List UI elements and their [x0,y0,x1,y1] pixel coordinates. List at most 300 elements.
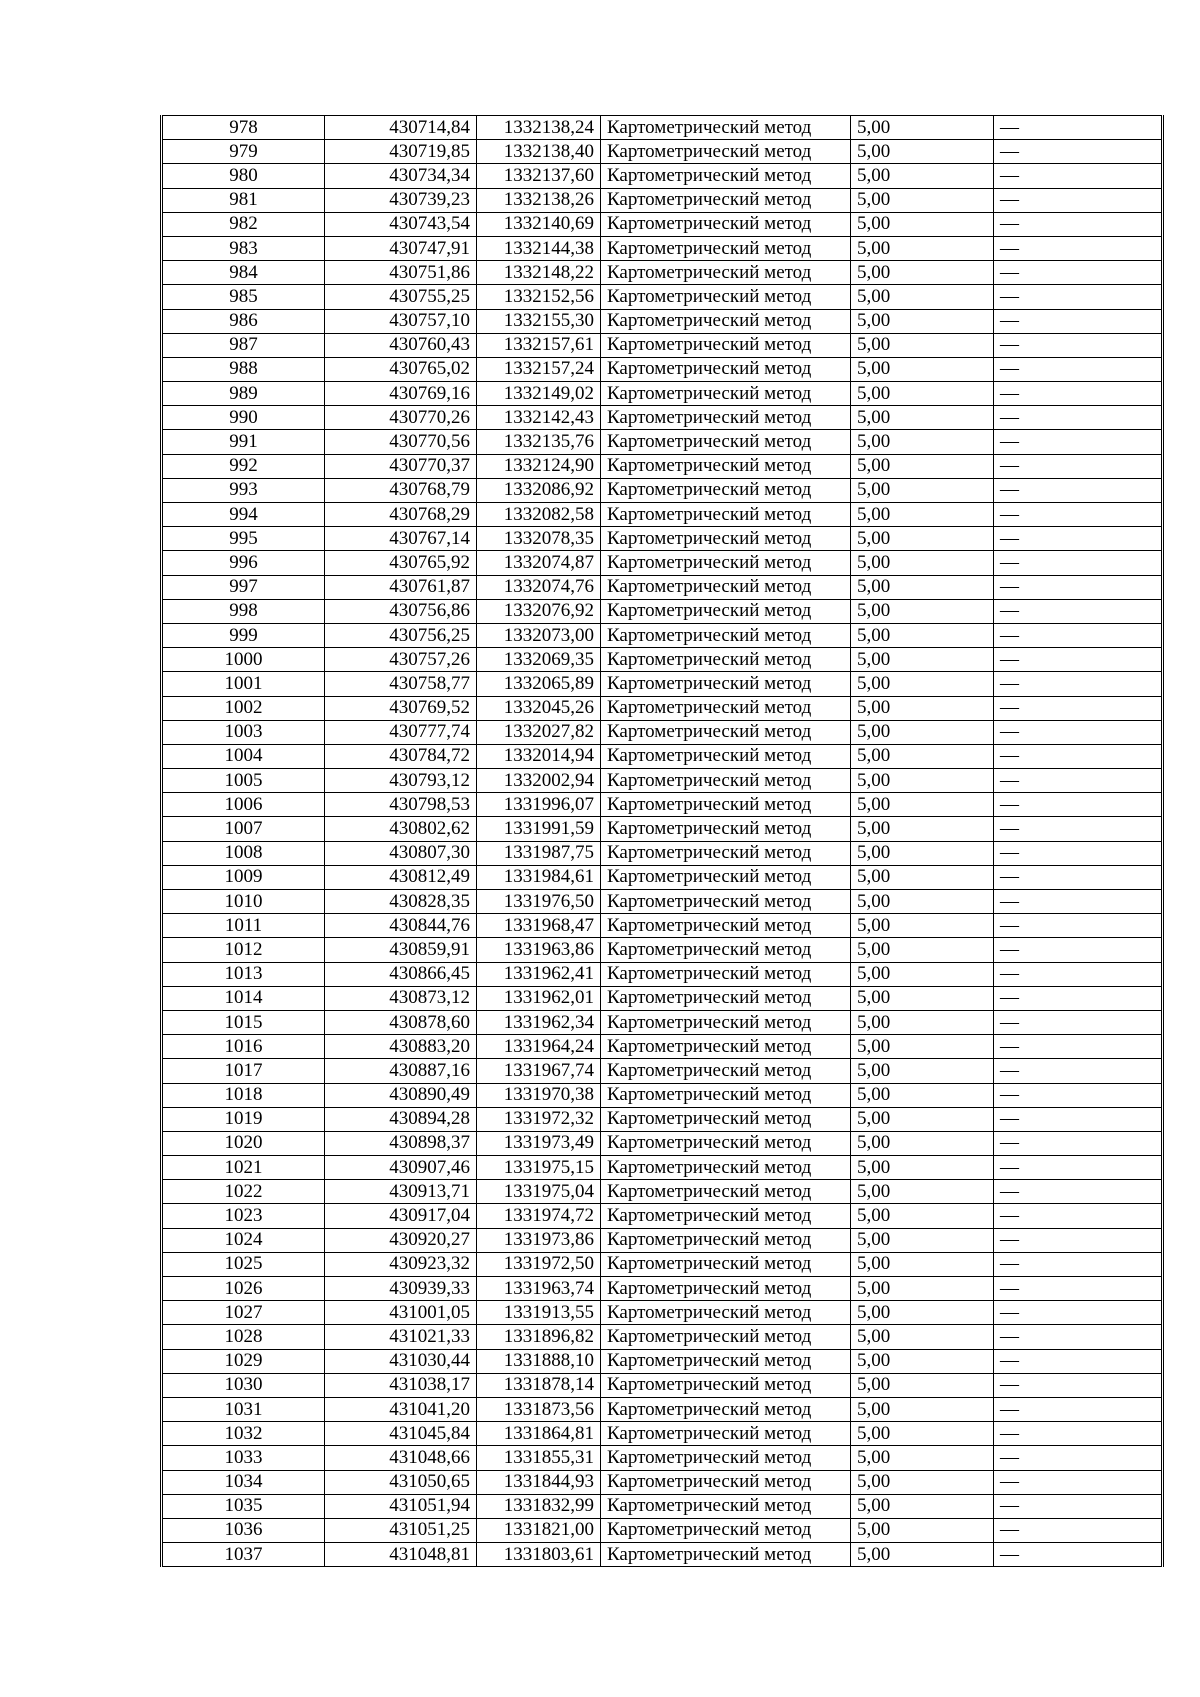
accuracy-cell: 5,00 [851,454,994,478]
table-row [162,1010,1163,1034]
y-coordinate-cell: 1331968,47 [477,914,601,938]
point-number-cell: 1034 [162,1470,325,1494]
table-row [162,1397,1163,1421]
y-coordinate-cell: 1332157,24 [477,357,601,381]
accuracy-cell: 5,00 [851,938,994,962]
table-row [162,406,1163,430]
table-row [162,1180,1163,1204]
x-coordinate-cell: 431045,84 [325,1422,477,1446]
method-cell: Картометрический метод [601,720,851,744]
point-number-cell: 1017 [162,1059,325,1083]
table-row [162,164,1163,188]
x-coordinate-cell: 430734,34 [325,164,477,188]
method-cell: Картометрический метод [601,1325,851,1349]
y-coordinate-cell: 1331972,50 [477,1252,601,1276]
table-row [162,938,1163,962]
x-coordinate-cell: 430920,27 [325,1228,477,1252]
description-cell: — [994,430,1163,454]
accuracy-cell: 5,00 [851,1156,994,1180]
description-cell: — [994,1010,1163,1034]
x-coordinate-cell: 430807,30 [325,841,477,865]
point-number-cell: 1036 [162,1518,325,1542]
point-number-cell: 996 [162,551,325,575]
method-cell: Картометрический метод [601,309,851,333]
y-coordinate-cell: 1331973,86 [477,1228,601,1252]
method-cell: Картометрический метод [601,1301,851,1325]
description-cell: — [994,1446,1163,1470]
table-row [162,865,1163,889]
y-coordinate-cell: 1332045,26 [477,696,601,720]
accuracy-cell: 5,00 [851,914,994,938]
description-cell: — [994,696,1163,720]
description-cell: — [994,357,1163,381]
table-row [162,1373,1163,1397]
y-coordinate-cell: 1332152,56 [477,285,601,309]
description-cell: — [994,841,1163,865]
description-cell: — [994,1543,1163,1567]
accuracy-cell: 5,00 [851,648,994,672]
table-row [162,333,1163,357]
description-cell: — [994,1277,1163,1301]
method-cell: Картометрический метод [601,962,851,986]
y-coordinate-cell: 1332027,82 [477,720,601,744]
accuracy-cell: 5,00 [851,503,994,527]
table-row [162,357,1163,381]
table-row [162,575,1163,599]
coordinates-table [160,115,1164,1567]
y-coordinate-cell: 1331821,00 [477,1518,601,1542]
y-coordinate-cell: 1332074,87 [477,551,601,575]
x-coordinate-cell: 430756,86 [325,599,477,623]
table-row [162,1228,1163,1252]
accuracy-cell: 5,00 [851,623,994,647]
table-row [162,986,1163,1010]
description-cell: — [994,478,1163,502]
accuracy-cell: 5,00 [851,551,994,575]
table-row [162,285,1163,309]
y-coordinate-cell: 1331873,56 [477,1397,601,1421]
table-row [162,261,1163,285]
point-number-cell: 1033 [162,1446,325,1470]
table-row [162,1204,1163,1228]
accuracy-cell: 5,00 [851,986,994,1010]
method-cell: Картометрический метод [601,116,851,140]
accuracy-cell: 5,00 [851,1107,994,1131]
y-coordinate-cell: 1332073,00 [477,623,601,647]
accuracy-cell: 5,00 [851,575,994,599]
table-row [162,1422,1163,1446]
accuracy-cell: 5,00 [851,1543,994,1567]
point-number-cell: 1001 [162,672,325,696]
method-cell: Картометрический метод [601,1277,851,1301]
y-coordinate-cell: 1331964,24 [477,1035,601,1059]
y-coordinate-cell: 1332137,60 [477,164,601,188]
method-cell: Картометрический метод [601,140,851,164]
description-cell: — [994,1325,1163,1349]
table-row [162,430,1163,454]
point-number-cell: 991 [162,430,325,454]
table-row [162,1349,1163,1373]
description-cell: — [994,212,1163,236]
description-cell: — [994,1107,1163,1131]
table-row [162,1156,1163,1180]
point-number-cell: 1016 [162,1035,325,1059]
point-number-cell: 980 [162,164,325,188]
table-row [162,1059,1163,1083]
point-number-cell: 1026 [162,1277,325,1301]
point-number-cell: 1020 [162,1131,325,1155]
point-number-cell: 983 [162,236,325,260]
y-coordinate-cell: 1331962,34 [477,1010,601,1034]
accuracy-cell: 5,00 [851,1397,994,1421]
point-number-cell: 1009 [162,865,325,889]
point-number-cell: 979 [162,140,325,164]
table-row [162,744,1163,768]
x-coordinate-cell: 430765,92 [325,551,477,575]
description-cell: — [994,188,1163,212]
table-row [162,672,1163,696]
table-row [162,454,1163,478]
accuracy-cell: 5,00 [851,817,994,841]
point-number-cell: 995 [162,527,325,551]
table-row [162,478,1163,502]
accuracy-cell: 5,00 [851,672,994,696]
x-coordinate-cell: 430907,46 [325,1156,477,1180]
x-coordinate-cell: 430768,29 [325,503,477,527]
accuracy-cell: 5,00 [851,212,994,236]
accuracy-cell: 5,00 [851,1083,994,1107]
y-coordinate-cell: 1331913,55 [477,1301,601,1325]
accuracy-cell: 5,00 [851,527,994,551]
y-coordinate-cell: 1331963,74 [477,1277,601,1301]
method-cell: Картометрический метод [601,1010,851,1034]
point-number-cell: 1003 [162,720,325,744]
accuracy-cell: 5,00 [851,865,994,889]
x-coordinate-cell: 431050,65 [325,1470,477,1494]
description-cell: — [994,116,1163,140]
y-coordinate-cell: 1332135,76 [477,430,601,454]
x-coordinate-cell: 430768,79 [325,478,477,502]
accuracy-cell: 5,00 [851,1131,994,1155]
table-row [162,236,1163,260]
y-coordinate-cell: 1331962,41 [477,962,601,986]
table-row [162,212,1163,236]
point-number-cell: 993 [162,478,325,502]
description-cell: — [994,599,1163,623]
table-row [162,140,1163,164]
x-coordinate-cell: 430844,76 [325,914,477,938]
y-coordinate-cell: 1332086,92 [477,478,601,502]
point-number-cell: 984 [162,261,325,285]
y-coordinate-cell: 1332155,30 [477,309,601,333]
x-coordinate-cell: 430798,53 [325,793,477,817]
y-coordinate-cell: 1332065,89 [477,672,601,696]
accuracy-cell: 5,00 [851,1373,994,1397]
table-row [162,769,1163,793]
x-coordinate-cell: 430739,23 [325,188,477,212]
y-coordinate-cell: 1332076,92 [477,599,601,623]
table-row [162,1083,1163,1107]
table-row [162,188,1163,212]
description-cell: — [994,962,1163,986]
x-coordinate-cell: 431001,05 [325,1301,477,1325]
x-coordinate-cell: 430770,56 [325,430,477,454]
point-number-cell: 1023 [162,1204,325,1228]
description-cell: — [994,1131,1163,1155]
method-cell: Картометрический метод [601,769,851,793]
accuracy-cell: 5,00 [851,1422,994,1446]
x-coordinate-cell: 430769,52 [325,696,477,720]
y-coordinate-cell: 1331991,59 [477,817,601,841]
x-coordinate-cell: 430755,25 [325,285,477,309]
point-number-cell: 999 [162,623,325,647]
table-row [162,1494,1163,1518]
y-coordinate-cell: 1331975,04 [477,1180,601,1204]
description-cell: — [994,1252,1163,1276]
method-cell: Картометрический метод [601,1035,851,1059]
table-row [162,551,1163,575]
point-number-cell: 1028 [162,1325,325,1349]
description-cell: — [994,1373,1163,1397]
accuracy-cell: 5,00 [851,261,994,285]
x-coordinate-cell: 430757,10 [325,309,477,333]
y-coordinate-cell: 1332138,26 [477,188,601,212]
description-cell: — [994,261,1163,285]
x-coordinate-cell: 430769,16 [325,382,477,406]
table-row [162,599,1163,623]
table-row [162,817,1163,841]
y-coordinate-cell: 1332149,02 [477,382,601,406]
accuracy-cell: 5,00 [851,382,994,406]
method-cell: Картометрический метод [601,1107,851,1131]
accuracy-cell: 5,00 [851,1494,994,1518]
table-row [162,623,1163,647]
accuracy-cell: 5,00 [851,1277,994,1301]
accuracy-cell: 5,00 [851,164,994,188]
table-row [162,648,1163,672]
x-coordinate-cell: 430756,25 [325,623,477,647]
point-number-cell: 1025 [162,1252,325,1276]
table-row [162,1277,1163,1301]
x-coordinate-cell: 430747,91 [325,236,477,260]
description-cell: — [994,1059,1163,1083]
y-coordinate-cell: 1331844,93 [477,1470,601,1494]
method-cell: Картометрический метод [601,430,851,454]
accuracy-cell: 5,00 [851,188,994,212]
point-number-cell: 1015 [162,1010,325,1034]
method-cell: Картометрический метод [601,1204,851,1228]
y-coordinate-cell: 1332078,35 [477,527,601,551]
method-cell: Картометрический метод [601,527,851,551]
point-number-cell: 987 [162,333,325,357]
point-number-cell: 1018 [162,1083,325,1107]
method-cell: Картометрический метод [601,1446,851,1470]
method-cell: Картометрический метод [601,914,851,938]
table-row [162,1446,1163,1470]
x-coordinate-cell: 430859,91 [325,938,477,962]
description-cell: — [994,817,1163,841]
method-cell: Картометрический метод [601,1543,851,1567]
accuracy-cell: 5,00 [851,793,994,817]
description-cell: — [994,503,1163,527]
method-cell: Картометрический метод [601,503,851,527]
point-number-cell: 1011 [162,914,325,938]
x-coordinate-cell: 430866,45 [325,962,477,986]
description-cell: — [994,285,1163,309]
x-coordinate-cell: 430917,04 [325,1204,477,1228]
point-number-cell: 1013 [162,962,325,986]
y-coordinate-cell: 1332002,94 [477,769,601,793]
method-cell: Картометрический метод [601,261,851,285]
method-cell: Картометрический метод [601,1397,851,1421]
point-number-cell: 1022 [162,1180,325,1204]
accuracy-cell: 5,00 [851,1518,994,1542]
accuracy-cell: 5,00 [851,1301,994,1325]
method-cell: Картометрический метод [601,793,851,817]
accuracy-cell: 5,00 [851,140,994,164]
description-cell: — [994,454,1163,478]
accuracy-cell: 5,00 [851,599,994,623]
y-coordinate-cell: 1332138,24 [477,116,601,140]
y-coordinate-cell: 1332124,90 [477,454,601,478]
description-cell: — [994,938,1163,962]
y-coordinate-cell: 1332138,40 [477,140,601,164]
method-cell: Картометрический метод [601,986,851,1010]
accuracy-cell: 5,00 [851,1228,994,1252]
table-row [162,793,1163,817]
description-cell: — [994,890,1163,914]
x-coordinate-cell: 431030,44 [325,1349,477,1373]
x-coordinate-cell: 431048,66 [325,1446,477,1470]
method-cell: Картометрический метод [601,551,851,575]
accuracy-cell: 5,00 [851,285,994,309]
x-coordinate-cell: 431051,94 [325,1494,477,1518]
method-cell: Картометрический метод [601,1518,851,1542]
accuracy-cell: 5,00 [851,720,994,744]
x-coordinate-cell: 430758,77 [325,672,477,696]
description-cell: — [994,1228,1163,1252]
method-cell: Картометрический метод [601,890,851,914]
description-cell: — [994,382,1163,406]
point-number-cell: 1030 [162,1373,325,1397]
accuracy-cell: 5,00 [851,236,994,260]
y-coordinate-cell: 1332074,76 [477,575,601,599]
point-number-cell: 1005 [162,769,325,793]
description-cell: — [994,1470,1163,1494]
x-coordinate-cell: 430751,86 [325,261,477,285]
table-row [162,962,1163,986]
description-cell: — [994,744,1163,768]
accuracy-cell: 5,00 [851,696,994,720]
description-cell: — [994,1494,1163,1518]
y-coordinate-cell: 1331864,81 [477,1422,601,1446]
description-cell: — [994,793,1163,817]
table-row [162,1518,1163,1542]
method-cell: Картометрический метод [601,1156,851,1180]
table-row [162,1325,1163,1349]
accuracy-cell: 5,00 [851,333,994,357]
point-number-cell: 1024 [162,1228,325,1252]
x-coordinate-cell: 430719,85 [325,140,477,164]
method-cell: Картометрический метод [601,188,851,212]
table-row [162,914,1163,938]
description-cell: — [994,1083,1163,1107]
description-cell: — [994,1180,1163,1204]
x-coordinate-cell: 430793,12 [325,769,477,793]
x-coordinate-cell: 430898,37 [325,1131,477,1155]
description-cell: — [994,1422,1163,1446]
table-row [162,1252,1163,1276]
accuracy-cell: 5,00 [851,744,994,768]
accuracy-cell: 5,00 [851,962,994,986]
table-row [162,1543,1163,1567]
method-cell: Картометрический метод [601,1131,851,1155]
x-coordinate-cell: 431048,81 [325,1543,477,1567]
description-cell: — [994,1035,1163,1059]
description-cell: — [994,623,1163,647]
accuracy-cell: 5,00 [851,841,994,865]
table-row [162,1301,1163,1325]
description-cell: — [994,720,1163,744]
point-number-cell: 989 [162,382,325,406]
y-coordinate-cell: 1331975,15 [477,1156,601,1180]
method-cell: Картометрический метод [601,382,851,406]
method-cell: Картометрический метод [601,1059,851,1083]
x-coordinate-cell: 430883,20 [325,1035,477,1059]
method-cell: Картометрический метод [601,623,851,647]
point-number-cell: 988 [162,357,325,381]
x-coordinate-cell: 430878,60 [325,1010,477,1034]
accuracy-cell: 5,00 [851,890,994,914]
point-number-cell: 1000 [162,648,325,672]
description-cell: — [994,309,1163,333]
y-coordinate-cell: 1331855,31 [477,1446,601,1470]
table-body [162,116,1163,1567]
point-number-cell: 1029 [162,1349,325,1373]
description-cell: — [994,1204,1163,1228]
y-coordinate-cell: 1331974,72 [477,1204,601,1228]
accuracy-cell: 5,00 [851,116,994,140]
method-cell: Картометрический метод [601,744,851,768]
accuracy-cell: 5,00 [851,1059,994,1083]
table-row [162,1131,1163,1155]
y-coordinate-cell: 1331878,14 [477,1373,601,1397]
point-number-cell: 1012 [162,938,325,962]
y-coordinate-cell: 1332148,22 [477,261,601,285]
x-coordinate-cell: 430939,33 [325,1277,477,1301]
table-row [162,503,1163,527]
point-number-cell: 982 [162,212,325,236]
method-cell: Картометрический метод [601,1083,851,1107]
accuracy-cell: 5,00 [851,1180,994,1204]
description-cell: — [994,986,1163,1010]
x-coordinate-cell: 430760,43 [325,333,477,357]
method-cell: Картометрический метод [601,1252,851,1276]
y-coordinate-cell: 1331987,75 [477,841,601,865]
y-coordinate-cell: 1331896,82 [477,1325,601,1349]
description-cell: — [994,575,1163,599]
y-coordinate-cell: 1331832,99 [477,1494,601,1518]
point-number-cell: 994 [162,503,325,527]
table-row [162,720,1163,744]
accuracy-cell: 5,00 [851,1470,994,1494]
method-cell: Картометрический метод [601,938,851,962]
method-cell: Картометрический метод [601,357,851,381]
method-cell: Картометрический метод [601,1228,851,1252]
x-coordinate-cell: 431038,17 [325,1373,477,1397]
accuracy-cell: 5,00 [851,1035,994,1059]
x-coordinate-cell: 430890,49 [325,1083,477,1107]
